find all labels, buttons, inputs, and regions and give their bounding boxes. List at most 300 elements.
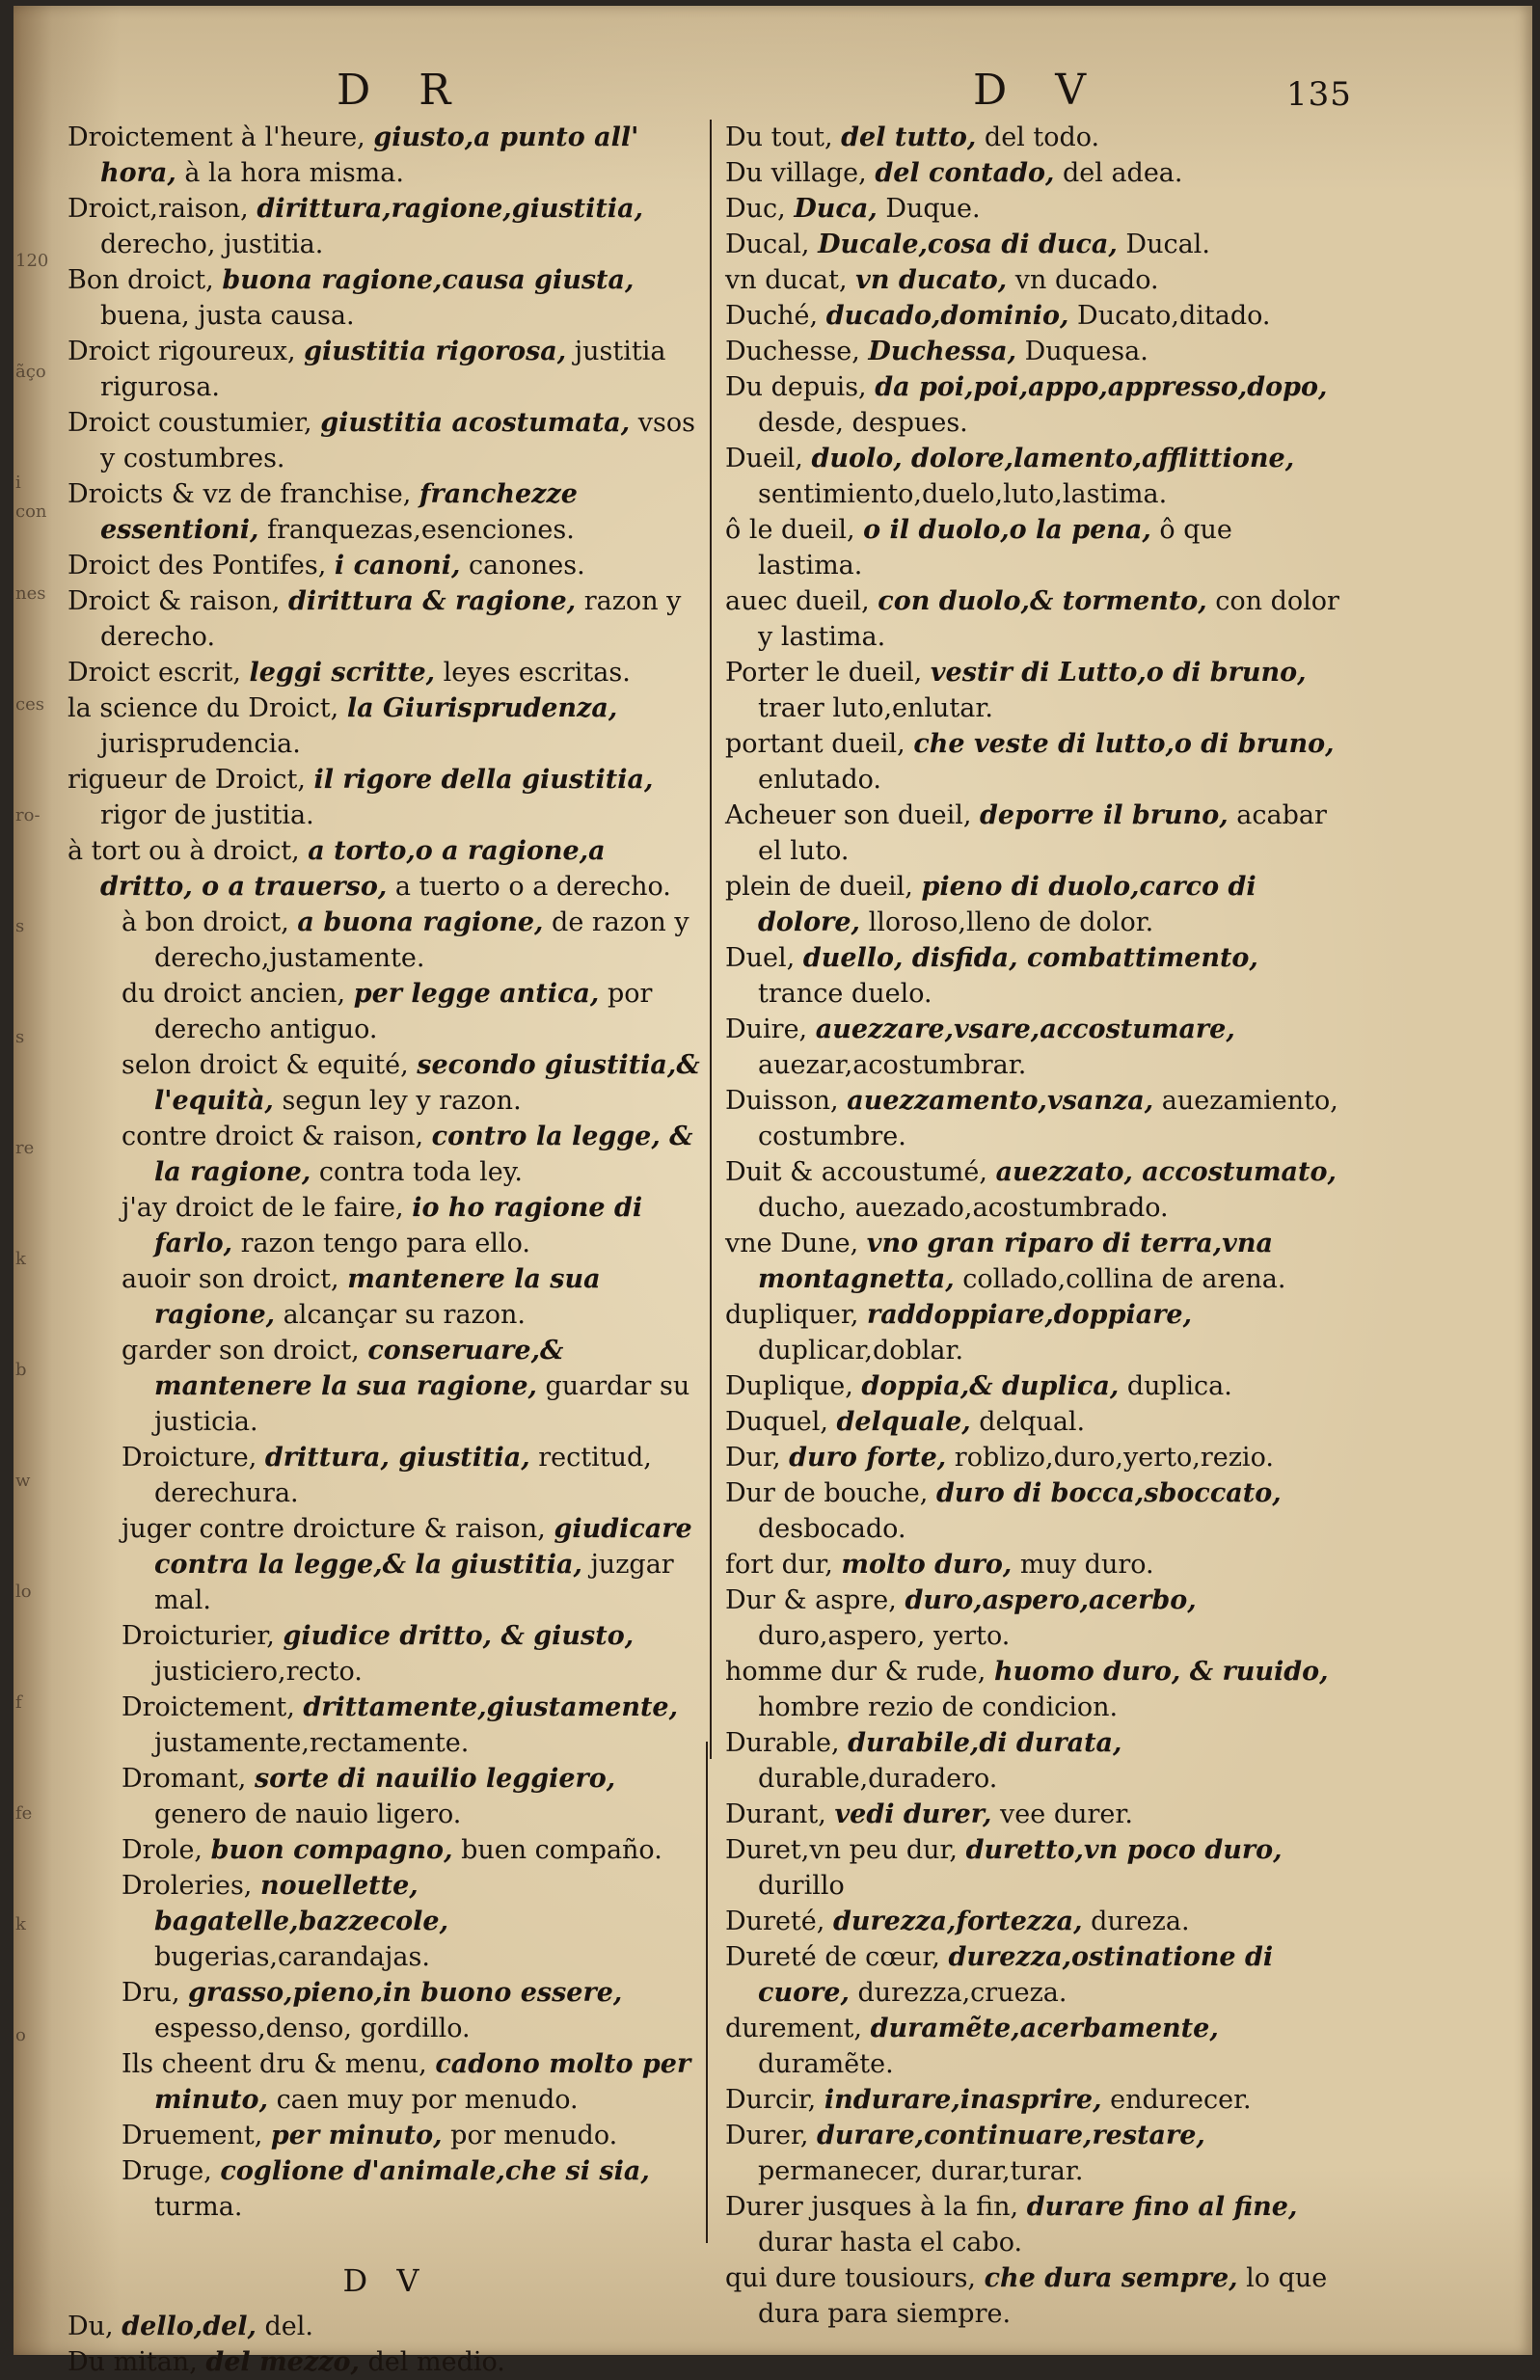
entry-spanish: Ducato,ditado. bbox=[1077, 301, 1271, 331]
dictionary-entry bbox=[725, 2260, 1342, 2332]
entry-french: contre droict & raison, bbox=[122, 1122, 424, 1151]
entry-french: Durable, bbox=[725, 1728, 840, 1758]
dictionary-entry bbox=[68, 2309, 704, 2344]
entry-spanish: vsos y costumbres. bbox=[100, 408, 696, 473]
dictionary-entry bbox=[68, 905, 704, 976]
entry-spanish: Ducal. bbox=[1125, 230, 1210, 259]
entry-french: Droicturier, bbox=[122, 1621, 275, 1651]
entry-italian: con duolo,& tormento, bbox=[878, 586, 1207, 616]
margin-fragment: w bbox=[15, 1471, 31, 1491]
entry-italian: leggi scritte, bbox=[249, 658, 436, 688]
entry-french: Duire, bbox=[725, 1014, 808, 1044]
entry-italian: deporre il bruno, bbox=[980, 800, 1229, 830]
entry-french: Porter le dueil, bbox=[725, 658, 923, 688]
entry-french: Droictement, bbox=[122, 1692, 295, 1722]
section-heading: D V bbox=[342, 2262, 429, 2299]
entry-french: Duquel, bbox=[725, 1407, 828, 1437]
entry-french: Dur, bbox=[725, 1443, 781, 1473]
entry-french: Droict & raison, bbox=[68, 586, 281, 616]
entry-french: Durcir, bbox=[725, 2085, 817, 2115]
entry-spanish: del medio. bbox=[367, 2347, 505, 2377]
entry-french: Dureté de cœur, bbox=[725, 1942, 940, 1972]
entry-italian: la Giurisprudenza, bbox=[346, 693, 618, 723]
entry-spanish: sentimiento,duelo,luto,lastima. bbox=[758, 479, 1168, 509]
page-number: 135 bbox=[1286, 75, 1352, 114]
entry-italian: grasso,pieno,in buono essere, bbox=[188, 1978, 623, 2008]
dictionary-entry bbox=[725, 1797, 1342, 1832]
entry-spanish: segun ley y razon. bbox=[282, 1086, 522, 1116]
entry-italian: a torto,o a ragione,a dritto, o a trauerso, bbox=[100, 836, 606, 902]
entry-spanish: alcançar su razon. bbox=[283, 1300, 527, 1330]
dictionary-entry bbox=[725, 1012, 1342, 1083]
entry-italian: che veste di lutto,o di bruno, bbox=[913, 729, 1335, 759]
dictionary-entry bbox=[725, 191, 1342, 227]
entry-spanish: permanecer, durar,turar. bbox=[758, 2156, 1084, 2186]
margin-fragment: 120 bbox=[15, 251, 49, 271]
entry-spanish: vn ducado. bbox=[1014, 265, 1159, 295]
dictionary-entry bbox=[725, 798, 1342, 869]
entry-italian: drittura, giustitia, bbox=[264, 1443, 530, 1473]
entry-spanish: jurisprudencia. bbox=[100, 729, 301, 759]
entry-spanish: ducho, auezado,acostumbrado. bbox=[758, 1193, 1169, 1223]
entry-spanish: espesso,denso, gordillo. bbox=[154, 2014, 471, 2043]
entry-spanish: rigor de justitia. bbox=[100, 800, 314, 830]
entry-italian: dirittura & ragione, bbox=[287, 586, 577, 616]
entry-italian: durezza,ostinatione di cuore, bbox=[758, 1942, 1274, 2008]
dictionary-entry bbox=[68, 1261, 704, 1333]
entry-french: Dromant, bbox=[122, 1764, 247, 1794]
entry-french: Dur de bouche, bbox=[725, 1478, 929, 1508]
entry-french: portant dueil, bbox=[725, 729, 905, 759]
entry-spanish: à la hora misma. bbox=[184, 158, 404, 188]
entry-french: Duchesse, bbox=[725, 337, 860, 366]
margin-fragment: ãço bbox=[15, 362, 46, 382]
dictionary-entry bbox=[725, 869, 1342, 940]
entry-spanish: derecho, justitia. bbox=[100, 230, 324, 259]
dictionary-entry bbox=[725, 369, 1342, 441]
entry-french: Droict rigoureux, bbox=[68, 337, 296, 366]
entry-italian: coglione d'animale,che si sia, bbox=[220, 2156, 650, 2186]
dictionary-entry bbox=[68, 2153, 704, 2225]
entry-spanish: vee durer. bbox=[1000, 1799, 1133, 1829]
dictionary-entry bbox=[725, 1832, 1342, 1904]
entry-spanish: razon tengo para ello. bbox=[240, 1229, 530, 1258]
entry-italian: i canoni, bbox=[334, 551, 461, 581]
entry-italian: del tutto, bbox=[841, 122, 977, 152]
entry-french: selon droict & equité, bbox=[122, 1050, 409, 1080]
entry-italian: dello,del, bbox=[122, 2312, 257, 2341]
entry-spanish: por derecho antiguo. bbox=[154, 979, 653, 1044]
dictionary-entry bbox=[68, 1333, 704, 1440]
entry-french: Droict coustumier, bbox=[68, 408, 312, 438]
entry-spanish: canones. bbox=[469, 551, 585, 581]
entry-spanish: justiciero,recto. bbox=[154, 1657, 363, 1687]
entry-italian: per legge antica, bbox=[353, 979, 600, 1009]
dictionary-entry bbox=[725, 298, 1342, 334]
entry-italian: vno gran riparo di terra,vna montagnetta, bbox=[758, 1229, 1273, 1294]
dictionary-entry bbox=[68, 1868, 704, 1975]
dictionary-entry bbox=[725, 1440, 1342, 1475]
entry-spanish: guardar su justicia. bbox=[154, 1371, 690, 1437]
entry-french: Droleries, bbox=[122, 1871, 253, 1901]
entry-french: à bon droict, bbox=[122, 907, 289, 937]
dictionary-entry bbox=[725, 1904, 1342, 1939]
column-divider bbox=[710, 120, 712, 1759]
entry-italian: duello, disfida, combattimento, bbox=[802, 943, 1258, 973]
entry-spanish: Duquesa. bbox=[1024, 337, 1148, 366]
entry-french: durement, bbox=[725, 2014, 862, 2043]
entry-spanish: collado,collina de arena. bbox=[962, 1264, 1286, 1294]
entry-italian: io ho ragione di farlo, bbox=[154, 1193, 643, 1258]
entry-spanish: roblizo,duro,yerto,rezio. bbox=[954, 1443, 1274, 1473]
entry-french: Durer, bbox=[725, 2121, 809, 2150]
entry-french: fort dur, bbox=[725, 1550, 833, 1580]
dictionary-entry bbox=[725, 1547, 1342, 1582]
entry-french: Druement, bbox=[122, 2121, 263, 2150]
entry-french: Dureté, bbox=[725, 1907, 825, 1936]
entry-french: Ducal, bbox=[725, 230, 810, 259]
entry-french: Durer jusques à la fin, bbox=[725, 2192, 1019, 2222]
entry-spanish: hombre rezio de condicion. bbox=[758, 1692, 1119, 1722]
entry-italian: doppia,& duplica, bbox=[861, 1371, 1120, 1401]
margin-fragment: s bbox=[15, 916, 25, 936]
dictionary-entry bbox=[725, 334, 1342, 369]
entry-italian: duramẽte,acerbamente, bbox=[870, 2014, 1219, 2043]
dictionary-entry bbox=[68, 548, 704, 583]
running-head-right: D V bbox=[973, 66, 1104, 115]
entry-spanish: juzgar mal. bbox=[154, 1550, 674, 1615]
entry-french: j'ay droict de le faire, bbox=[122, 1193, 404, 1223]
margin-fragment: i con bbox=[15, 473, 47, 522]
entry-french: Bon droict, bbox=[68, 265, 214, 295]
dictionary-entry bbox=[725, 2082, 1342, 2118]
dictionary-entry bbox=[68, 833, 704, 905]
entry-spanish: rectitud, derechura. bbox=[154, 1443, 652, 1508]
entry-spanish: acabar el luto. bbox=[758, 800, 1327, 866]
dictionary-entry bbox=[725, 1475, 1342, 1547]
entry-italian: auezzare,vsare,accostumare, bbox=[815, 1014, 1235, 1044]
entry-spanish: por menudo. bbox=[450, 2121, 618, 2150]
entry-spanish: razon y derecho. bbox=[100, 586, 682, 652]
entry-italian: huomo duro, & ruuido, bbox=[993, 1657, 1329, 1687]
dictionary-entry bbox=[68, 334, 704, 405]
entry-italian: ducado,dominio, bbox=[825, 301, 1069, 331]
dictionary-entry bbox=[725, 1297, 1342, 1368]
dictionary-entry bbox=[68, 191, 704, 262]
dictionary-entry bbox=[68, 1690, 704, 1761]
margin-fragment: nes bbox=[15, 583, 46, 604]
entry-spanish: duro,aspero, yerto. bbox=[758, 1621, 1011, 1651]
entry-spanish: justamente,rectamente. bbox=[154, 1728, 470, 1758]
entry-french: homme dur & rude, bbox=[725, 1657, 986, 1687]
entry-italian: buon compagno, bbox=[210, 1835, 453, 1865]
dictionary-entry bbox=[68, 655, 704, 690]
entry-spanish: enlutado. bbox=[758, 765, 881, 795]
dictionary-entry bbox=[725, 583, 1342, 655]
margin-fragment: ro- bbox=[15, 805, 41, 825]
right-column bbox=[725, 120, 1342, 2332]
dictionary-entry bbox=[68, 1440, 704, 1511]
entry-italian: raddoppiare,doppiare, bbox=[867, 1300, 1192, 1330]
dictionary-entry bbox=[725, 1404, 1342, 1440]
entry-french: Du village, bbox=[725, 158, 867, 188]
entry-spanish: caen muy por menudo. bbox=[276, 2085, 579, 2115]
dictionary-entry bbox=[725, 1582, 1342, 1654]
dictionary-entry bbox=[725, 1368, 1342, 1404]
entry-french: Du tout, bbox=[725, 122, 833, 152]
entry-italian: duro forte, bbox=[789, 1443, 947, 1473]
entry-french: Duché, bbox=[725, 301, 819, 331]
entry-italian: o il duolo,o la pena, bbox=[863, 515, 1151, 545]
entry-spanish: auezar,acostumbrar. bbox=[758, 1050, 1027, 1080]
column-divider-lower bbox=[706, 1742, 708, 2243]
entry-italian: da poi,poi,appo,appresso,dopo, bbox=[875, 372, 1328, 402]
entry-italian: dirittura,ragione,giustitia, bbox=[257, 194, 644, 224]
dictionary-entry bbox=[725, 2189, 1342, 2260]
entry-french: Duit & accoustumé, bbox=[725, 1157, 987, 1187]
entry-french: Duc, bbox=[725, 194, 786, 224]
entry-spanish: bugerias,carandajas. bbox=[154, 1942, 430, 1972]
margin-fragment: re bbox=[15, 1138, 35, 1158]
entry-italian: durare,continuare,restare, bbox=[817, 2121, 1205, 2150]
dictionary-entry bbox=[725, 2118, 1342, 2189]
dictionary-entry bbox=[68, 690, 704, 762]
entry-french: rigueur de Droict, bbox=[68, 765, 306, 795]
entry-italian: auezzato, accostumato, bbox=[995, 1157, 1337, 1187]
margin-fragment: s bbox=[15, 1027, 25, 1047]
dictionary-entry bbox=[68, 2118, 704, 2153]
dictionary-entry bbox=[68, 762, 704, 833]
entry-spanish: franquezas,esenciones. bbox=[267, 515, 575, 545]
entry-italian: buona ragione,causa giusta, bbox=[222, 265, 635, 295]
entry-italian: Duca, bbox=[794, 194, 878, 224]
margin-fragment: fe bbox=[15, 1803, 33, 1824]
entry-italian: duro di bocca,sboccato, bbox=[935, 1478, 1282, 1508]
book-page bbox=[14, 6, 1532, 2377]
entry-italian: sorte di nauilio leggiero, bbox=[254, 1764, 616, 1794]
dictionary-entry bbox=[725, 227, 1342, 262]
entry-italian: molto duro, bbox=[841, 1550, 1013, 1580]
dictionary-entry bbox=[68, 1975, 704, 2046]
entry-italian: duro,aspero,acerbo, bbox=[905, 1585, 1197, 1615]
entry-italian: giudicare contra la legge,& la giustitia, bbox=[154, 1514, 692, 1580]
entry-spanish: a tuerto o a derecho. bbox=[394, 872, 671, 902]
dictionary-entry bbox=[725, 655, 1342, 726]
entry-spanish: contra toda ley. bbox=[318, 1157, 523, 1187]
entry-spanish: auezamiento, costumbre. bbox=[758, 1086, 1338, 1151]
entry-italian: durare fino al fine, bbox=[1026, 2192, 1298, 2222]
dictionary-entry bbox=[68, 1618, 704, 1690]
entry-spanish: muy duro. bbox=[1019, 1550, 1154, 1580]
dictionary-entry bbox=[68, 120, 704, 191]
entry-spanish: durillo bbox=[758, 1871, 845, 1901]
dictionary-entry bbox=[725, 1226, 1342, 1297]
margin-fragment: f bbox=[15, 1692, 22, 1713]
entry-italian: giusto,a punto all' hora, bbox=[100, 122, 639, 188]
entry-french: Dru, bbox=[122, 1978, 180, 2008]
entry-spanish: Duque. bbox=[885, 194, 981, 224]
entry-italian: giustitia acostumata, bbox=[320, 408, 631, 438]
dictionary-entry bbox=[68, 1190, 704, 1261]
entry-spanish: genero de nauio ligero. bbox=[154, 1799, 462, 1829]
entry-french: Ils cheent dru & menu, bbox=[122, 2049, 427, 2079]
entry-italian: Ducale,cosa di duca, bbox=[818, 230, 1118, 259]
entry-italian: vn ducato, bbox=[855, 265, 1008, 295]
entry-spanish: del adea. bbox=[1062, 158, 1183, 188]
entry-italian: del mezzo, bbox=[205, 2347, 360, 2377]
entry-french: Dueil, bbox=[725, 444, 803, 473]
dictionary-entry bbox=[725, 1154, 1342, 1226]
entry-spanish: ô que lastima. bbox=[758, 515, 1232, 581]
left-margin-fragments bbox=[15, 247, 48, 2079]
entry-italian: drittamente,giustamente, bbox=[303, 1692, 678, 1722]
entry-spanish: de razon y derecho,justamente. bbox=[154, 907, 689, 973]
entry-spanish: buena, justa causa. bbox=[100, 301, 355, 331]
entry-italian: mantenere la sua ragione, bbox=[154, 1264, 601, 1330]
entry-italian: durabile,di durata, bbox=[848, 1728, 1122, 1758]
entry-italian: nouellette, bagatelle,bazzecole, bbox=[154, 1871, 448, 1936]
entry-spanish: endurecer. bbox=[1110, 2085, 1252, 2115]
entry-spanish: dureza. bbox=[1091, 1907, 1190, 1936]
dictionary-entry bbox=[68, 476, 704, 548]
left-column bbox=[68, 120, 704, 2380]
entry-french: Droict,raison, bbox=[68, 194, 249, 224]
entry-spanish: buen compaño. bbox=[461, 1835, 662, 1865]
entry-spanish: duplica. bbox=[1126, 1371, 1232, 1401]
entry-french: Droicture, bbox=[122, 1443, 257, 1473]
entry-french: juger contre droicture & raison, bbox=[122, 1514, 546, 1544]
entry-spanish: con dolor y lastima. bbox=[758, 586, 1339, 652]
dictionary-entry bbox=[68, 1511, 704, 1618]
entry-italian: a buona ragione, bbox=[297, 907, 544, 937]
entry-italian: conseruare,& mantenere la sua ragione, bbox=[154, 1336, 564, 1401]
entry-french: la science du Droict, bbox=[68, 693, 339, 723]
dictionary-entry bbox=[725, 262, 1342, 298]
entry-french: garder son droict, bbox=[122, 1336, 360, 1366]
entry-french: Droict escrit, bbox=[68, 658, 241, 688]
dictionary-entry bbox=[68, 1832, 704, 1868]
entry-italian: pieno di duolo,carco di dolore, bbox=[758, 872, 1256, 937]
entry-italian: delquale, bbox=[836, 1407, 971, 1437]
entry-italian: franchezze essentioni, bbox=[100, 479, 578, 545]
entry-french: Drole, bbox=[122, 1835, 203, 1865]
entry-spanish: delqual. bbox=[979, 1407, 1086, 1437]
entry-italian: secondo giustitia,& l'equità, bbox=[154, 1050, 700, 1116]
dictionary-entry bbox=[725, 1083, 1342, 1154]
entry-french: Droict des Pontifes, bbox=[68, 551, 327, 581]
entry-french: Duel, bbox=[725, 943, 796, 973]
entry-french: Duplique, bbox=[725, 1371, 853, 1401]
dictionary-entry bbox=[725, 726, 1342, 798]
entry-french: vn ducat, bbox=[725, 265, 848, 295]
running-head-left: D R bbox=[337, 66, 469, 115]
entry-french: Duret,vn peu dur, bbox=[725, 1835, 959, 1865]
entry-spanish: durable,duradero. bbox=[758, 1764, 998, 1794]
entry-spanish: durezza,crueza. bbox=[857, 1978, 1067, 2008]
entry-french: Du depuis, bbox=[725, 372, 867, 402]
dictionary-entry bbox=[725, 1939, 1342, 2011]
entry-french: plein de dueil, bbox=[725, 872, 913, 902]
entry-french: à tort ou à droict, bbox=[68, 836, 300, 866]
entry-french: dupliquer, bbox=[725, 1300, 859, 1330]
entry-italian: giustitia rigorosa, bbox=[304, 337, 567, 366]
entry-italian: Duchessa, bbox=[868, 337, 1016, 366]
entry-spanish: turma. bbox=[154, 2192, 243, 2222]
entry-french: du droict ancien, bbox=[122, 979, 346, 1009]
entry-spanish: duramẽte. bbox=[758, 2049, 894, 2079]
entry-french: vne Dune, bbox=[725, 1229, 859, 1258]
dictionary-entry bbox=[68, 262, 704, 334]
entry-french: Durant, bbox=[725, 1799, 826, 1829]
margin-fragment: k bbox=[15, 1249, 26, 1269]
entry-italian: giudice dritto, & giusto, bbox=[283, 1621, 635, 1651]
entry-french: auoir son droict, bbox=[122, 1264, 339, 1294]
entry-french: Acheuer son dueil, bbox=[725, 800, 972, 830]
dictionary-entry bbox=[68, 976, 704, 1047]
dictionary-entry bbox=[68, 1119, 704, 1190]
dictionary-entry bbox=[68, 2046, 704, 2118]
entry-italian: il rigore della giustitia, bbox=[313, 765, 654, 795]
entry-spanish: lo que dura para siempre. bbox=[758, 2263, 1328, 2329]
entry-french: Droicts & vz de franchise, bbox=[68, 479, 412, 509]
dictionary-entry bbox=[725, 2011, 1342, 2082]
dictionary-entry bbox=[725, 1654, 1342, 1725]
entry-french: Dur & aspre, bbox=[725, 1585, 897, 1615]
entry-spanish: leyes escritas. bbox=[443, 658, 631, 688]
entry-spanish: desde, despues. bbox=[758, 408, 968, 438]
margin-fragment: o bbox=[15, 2025, 26, 2045]
entry-spanish: duplicar,doblar. bbox=[758, 1336, 964, 1366]
entry-italian: per minuto, bbox=[270, 2121, 443, 2150]
entry-french: Duisson, bbox=[725, 1086, 839, 1116]
dictionary-entry bbox=[725, 940, 1342, 1012]
dictionary-entry bbox=[725, 512, 1342, 583]
entry-italian: auezzamento,vsanza, bbox=[847, 1086, 1154, 1116]
entry-spanish: durar hasta el cabo. bbox=[758, 2228, 1023, 2258]
entry-spanish: trance duelo. bbox=[758, 979, 932, 1009]
margin-fragment: ces bbox=[15, 694, 44, 715]
entry-italian: duolo, dolore,lamento,afflittione, bbox=[811, 444, 1295, 473]
entry-italian: indurare,inasprire, bbox=[824, 2085, 1102, 2115]
dictionary-entry bbox=[725, 1725, 1342, 1797]
margin-fragment: lo bbox=[15, 1582, 32, 1602]
entry-italian: contro la legge, & la ragione, bbox=[154, 1122, 693, 1187]
entry-spanish: lloroso,lleno de dolor. bbox=[868, 907, 1154, 937]
entry-spanish: del todo. bbox=[984, 122, 1100, 152]
dictionary-entry bbox=[68, 1761, 704, 1832]
entry-italian: del contado, bbox=[875, 158, 1055, 188]
dictionary-entry bbox=[68, 405, 704, 476]
dictionary-entry bbox=[68, 583, 704, 655]
entry-french: auec dueil, bbox=[725, 586, 870, 616]
dictionary-entry bbox=[68, 2344, 704, 2380]
entry-french: Du mitan, bbox=[68, 2347, 198, 2377]
entry-italian: vestir di Lutto,o di bruno, bbox=[930, 658, 1307, 688]
entry-italian: durezza,fortezza, bbox=[832, 1907, 1083, 1936]
entry-spanish: desbocado. bbox=[758, 1514, 906, 1544]
dictionary-entry bbox=[725, 155, 1342, 191]
entry-italian: duretto,vn poco duro, bbox=[965, 1835, 1283, 1865]
entry-french: qui dure tousiours, bbox=[725, 2263, 977, 2293]
entry-italian: cadono molto per minuto, bbox=[154, 2049, 691, 2115]
entry-italian: che dura sempre, bbox=[984, 2263, 1238, 2293]
entry-french: Droictement à l'heure, bbox=[68, 122, 365, 152]
margin-fragment: b bbox=[15, 1360, 27, 1380]
entry-italian: vedi durer, bbox=[834, 1799, 992, 1829]
dictionary-entry bbox=[725, 441, 1342, 512]
dictionary-entry bbox=[68, 1047, 704, 1119]
entry-spanish: justitia rigurosa. bbox=[100, 337, 666, 402]
